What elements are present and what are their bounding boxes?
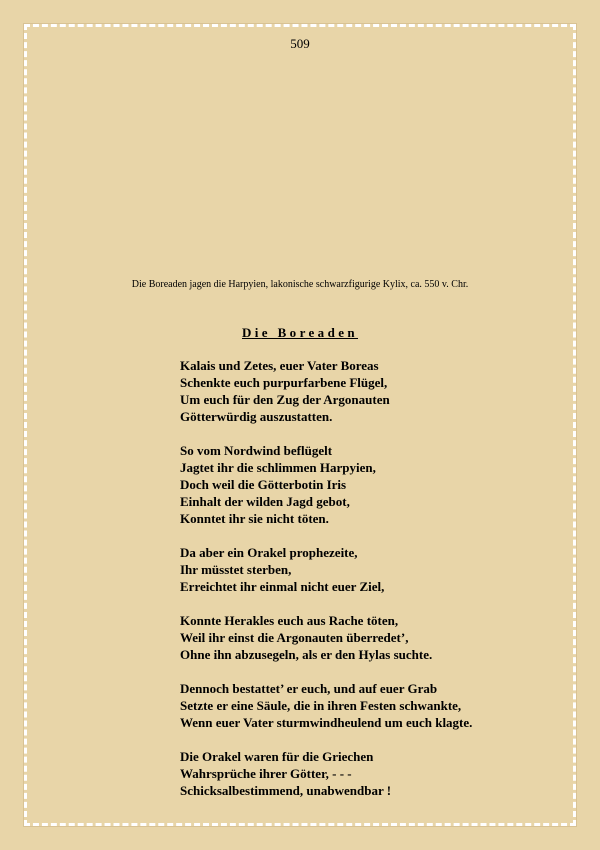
poem-line: Weil ihr einst die Argonauten überredet’,	[180, 630, 409, 645]
poem-title: Die Boreaden	[241, 325, 359, 340]
poem-line: Da aber ein Orakel prophezeite,	[180, 545, 358, 560]
poem-line: Ihr müsstet sterben,	[180, 562, 292, 577]
poem-line: Setzte er eine Säule, die in ihren Festen schwankte,	[180, 698, 462, 713]
poem-body	[180, 357, 580, 816]
poem-line: Schenkte euch purpurfarbene Flügel,	[180, 375, 388, 390]
page-number: 509	[290, 36, 310, 51]
poem-line: Konntet ihr sie nicht töten.	[180, 511, 329, 526]
image-caption: Die Boreaden jagen die Harpyien, lakonische schwarzfigurige Kylix, ca. 550 v. Chr.	[131, 279, 469, 290]
poem-line: Konnte Herakles euch aus Rache töten,	[180, 613, 399, 628]
poem-stanza	[180, 544, 580, 595]
poem-stanza	[180, 612, 580, 663]
poem-line: Einhalt der wilden Jagd gebot,	[180, 494, 350, 509]
poem-line: Dennoch bestattet’ er euch, und auf euer Grab	[180, 681, 438, 696]
poem-line: Doch weil die Götterbotin Iris	[180, 477, 347, 492]
poem-stanza	[180, 680, 580, 731]
poem-line: Die Orakel waren für die Griechen	[180, 749, 374, 764]
poem-line: So vom Nordwind beflügelt	[180, 443, 333, 458]
poem-line: Ohne ihn abzusegeln, als er den Hylas suchte.	[180, 647, 433, 662]
poem-line: Erreichtet ihr einmal nicht euer Ziel,	[180, 579, 385, 594]
poem-line: Götterwürdig auszustatten.	[180, 409, 333, 424]
poem-line: Schicksalbestimmend, unabwendbar !	[180, 783, 392, 798]
poem-stanza	[180, 357, 580, 425]
poem-line: Jagtet ihr die schlimmen Harpyien,	[180, 460, 376, 475]
poem-stanza	[180, 748, 580, 799]
poem-line: Um euch für den Zug der Argonauten	[180, 392, 390, 407]
poem-line: Wenn euer Vater sturmwindheulend um euch klagte.	[180, 715, 473, 730]
poem-stanza	[180, 442, 580, 527]
poem-line: Kalais und Zetes, euer Vater Boreas	[180, 358, 379, 373]
poem-line: Wahrsprüche ihrer Götter, - - -	[180, 766, 352, 781]
